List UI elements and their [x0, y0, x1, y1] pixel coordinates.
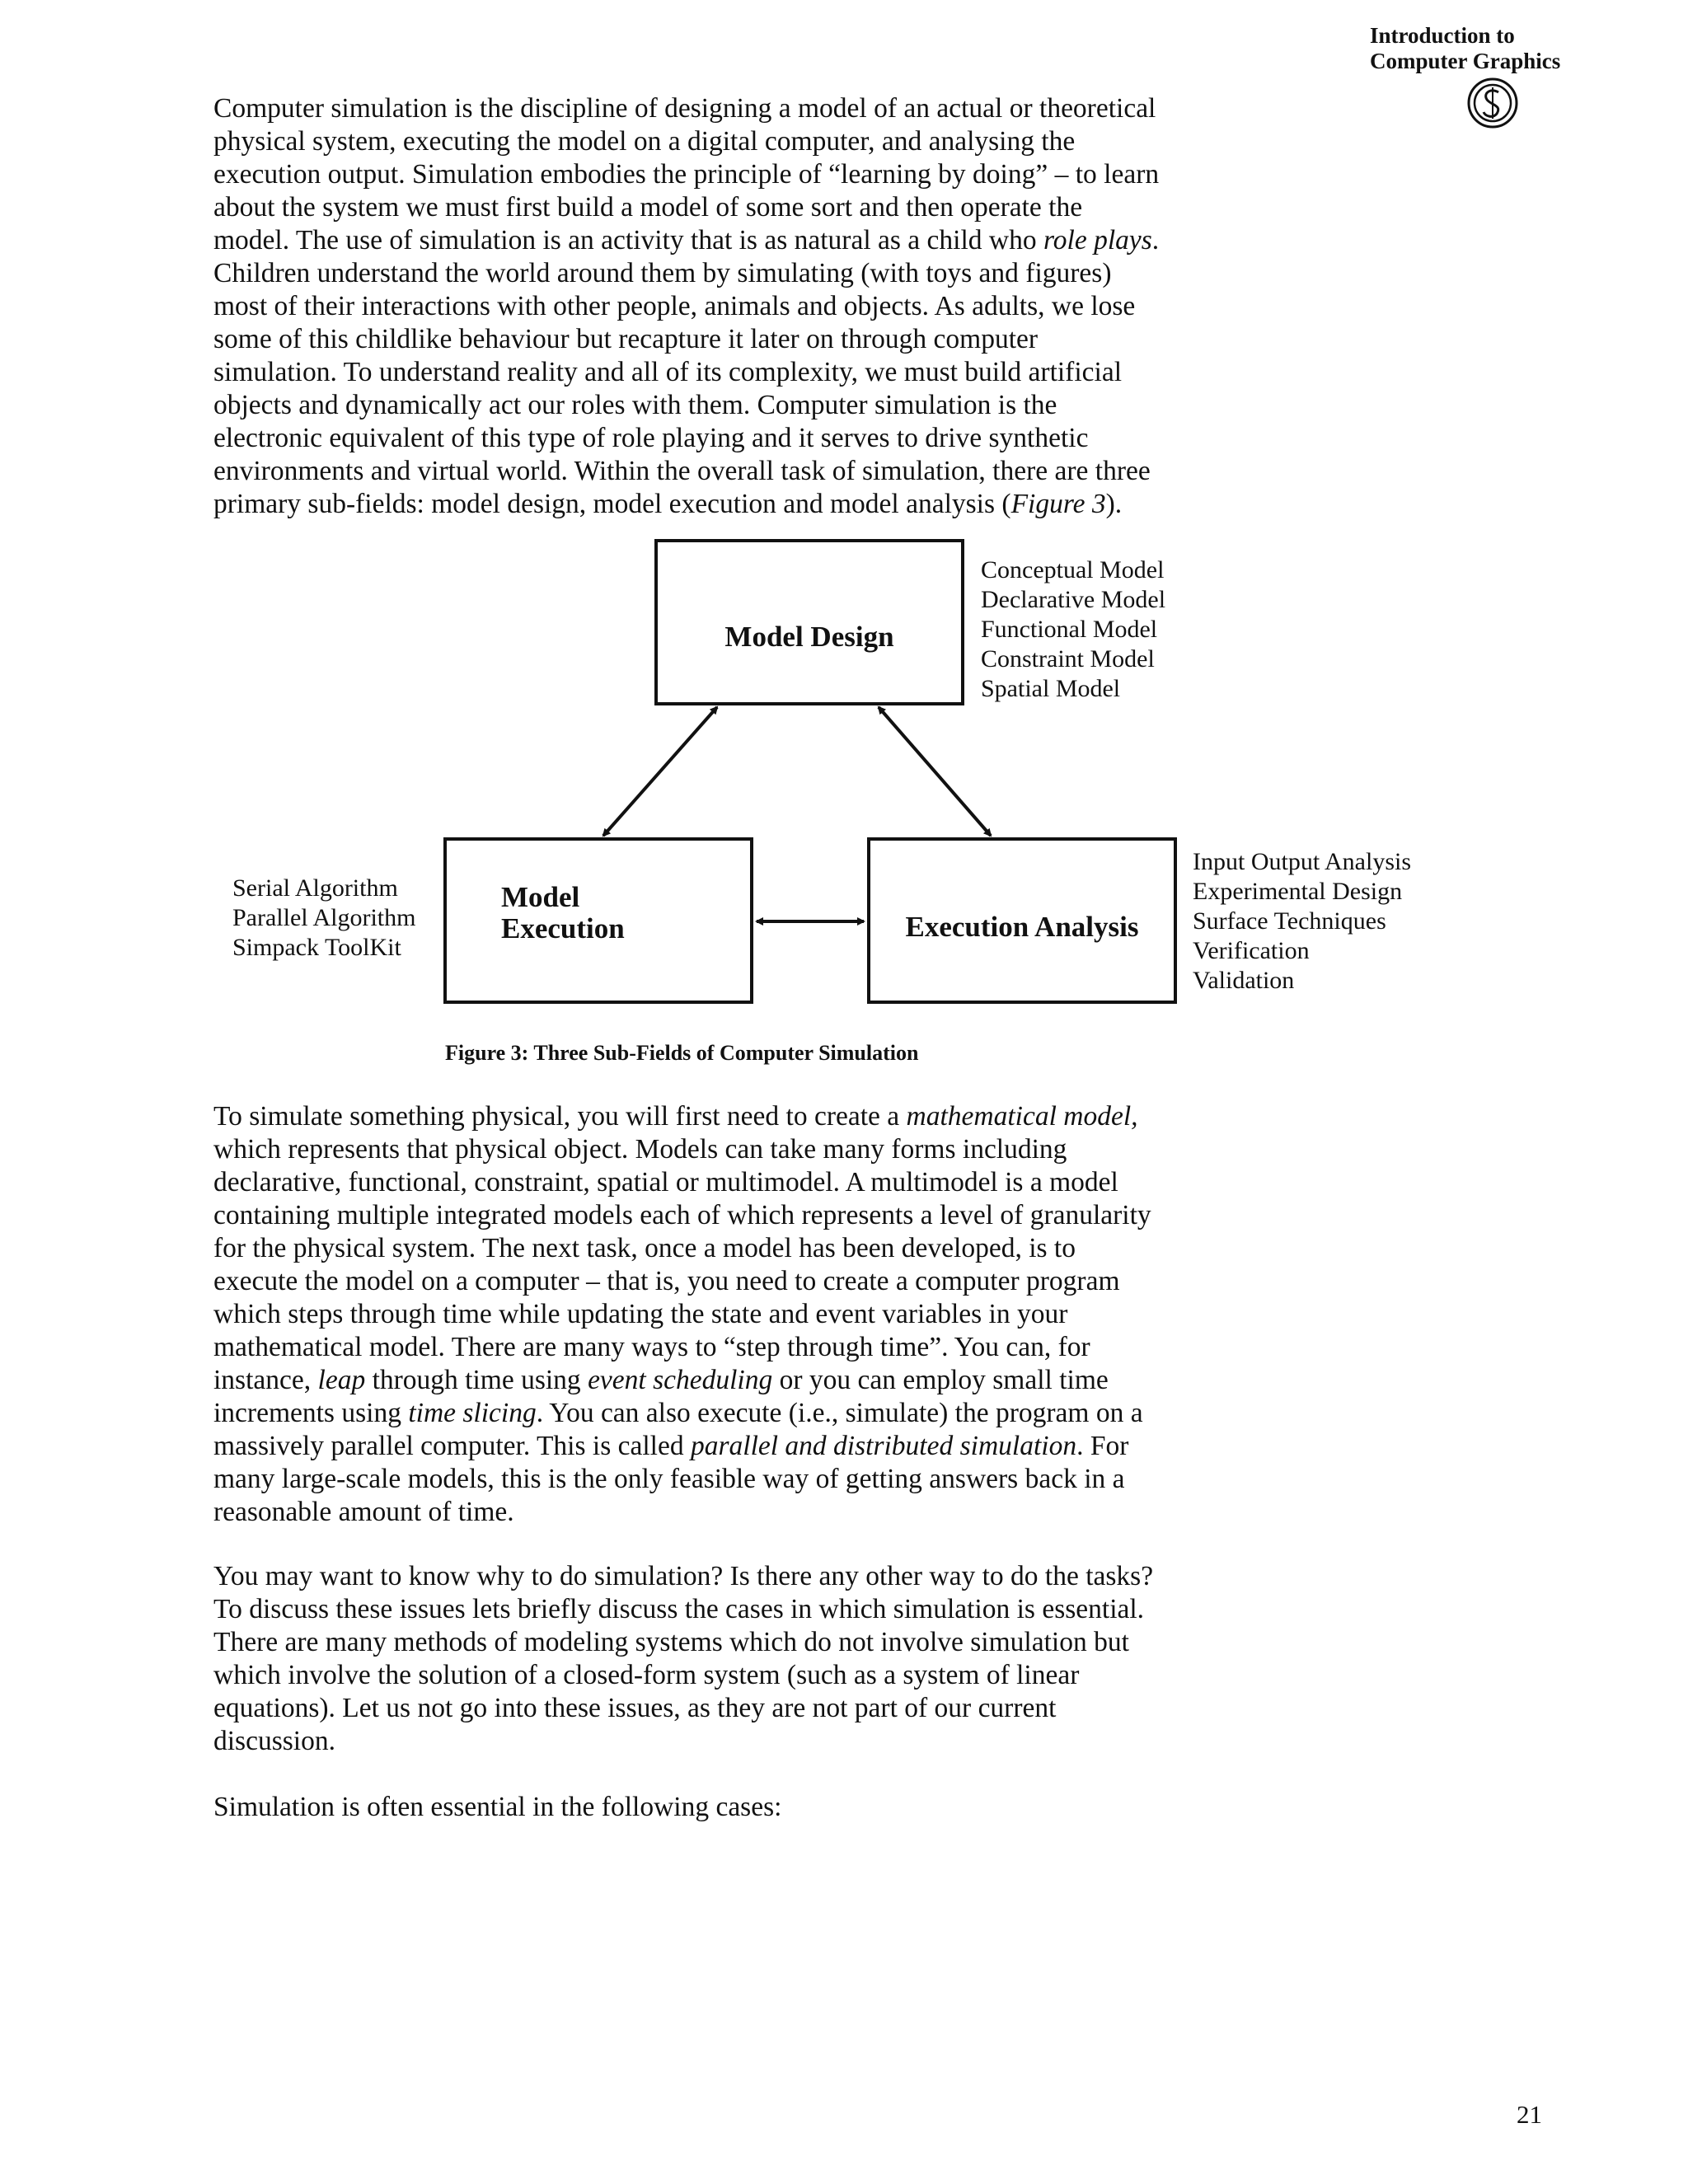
text-line: simulation. To understand reality and all of its complexity, we must build artificial	[213, 357, 1122, 387]
execution-analysis-box	[867, 837, 1177, 1004]
text-line: discussion.	[213, 1726, 335, 1756]
paragraph-why-simulation	[213, 1560, 1227, 1758]
text-run: through time using	[365, 1365, 588, 1395]
text-line: There are many methods of modeling systems which do not involve simulation but	[213, 1627, 1129, 1657]
list-item: Input Output Analysis	[1193, 848, 1412, 875]
text-line: execution output. Simulation embodies the principle of “learning by doing” – to learn	[213, 159, 1160, 190]
header-line-1: Introduction to	[1370, 23, 1515, 48]
list-item: Conceptual Model	[981, 556, 1165, 583]
text-line: mathematical model. There are many ways to “step through time”. You can, for	[213, 1332, 1090, 1362]
text-run: . You can also execute (i.e., simulate) the program on a	[536, 1398, 1143, 1428]
text-run: massively parallel computer. This is called	[213, 1431, 691, 1461]
text-line: about the system we must first build a model of some sort and then operate the	[213, 192, 1083, 223]
italic-text: event scheduling	[588, 1365, 773, 1395]
text-line: electronic equivalent of this type of role playing and it serves to drive synthetic	[213, 423, 1089, 453]
text-line	[213, 488, 1227, 521]
list-item: Serial Algorithm	[232, 874, 398, 902]
model-design-items	[981, 555, 1165, 704]
text-line: containing multiple integrated models each of which represents a level of granularity	[213, 1200, 1151, 1230]
model-execution-items	[232, 874, 415, 963]
text-line: environments and virtual world. Within the overall task of simulation, there are three	[213, 456, 1151, 486]
text-line	[213, 1430, 1227, 1463]
running-header	[1370, 23, 1650, 74]
text-line	[213, 1364, 1227, 1397]
text-line: You may want to know why to do simulation? Is there any other way to do the tasks?	[213, 1561, 1154, 1591]
text-run: or you can employ small time	[772, 1365, 1109, 1395]
text-line: some of this childlike behaviour but recapture it later on through computer	[213, 324, 1039, 354]
italic-text: Figure 3	[1010, 489, 1106, 519]
text-line: reasonable amount of time.	[213, 1497, 514, 1527]
list-item: Validation	[1193, 967, 1295, 994]
page-number: 21	[1517, 2100, 1542, 2129]
italic-text: time slicing	[408, 1398, 537, 1428]
text-run: primary sub-fields: model design, model execution and model analysis (	[213, 489, 1011, 519]
text-line: many large-scale models, this is the only feasible way of getting answers back in a	[213, 1464, 1125, 1494]
model-design-label: Model Design	[724, 621, 894, 653]
italic-text: parallel and distributed simulation	[690, 1431, 1077, 1461]
text-line: Simulation is often essential in the following cases:	[213, 1792, 782, 1822]
list-item: Surface Techniques	[1193, 907, 1386, 935]
text-line	[213, 224, 1227, 257]
figure-caption: Figure 3: Three Sub-Fields of Computer Simulation	[445, 1041, 919, 1065]
model-execution-label	[501, 882, 699, 944]
paragraph-essential-cases	[213, 1791, 1227, 1824]
paragraph-mathematical-model	[213, 1100, 1227, 1529]
list-item: Constraint Model	[981, 645, 1155, 673]
label-line: Model	[501, 881, 580, 913]
text-line	[213, 1100, 1227, 1133]
list-item: Experimental Design	[1193, 878, 1403, 905]
execution-analysis-label: Execution Analysis	[905, 911, 1139, 943]
text-run: .	[1151, 225, 1160, 255]
text-line: which steps through time while updating the state and event variables in your	[213, 1299, 1068, 1329]
text-line: for the physical system. The next task, once a model has been developed, is to	[213, 1233, 1076, 1263]
header-line-2: Computer Graphics	[1370, 49, 1561, 73]
text-line	[213, 1397, 1227, 1430]
arrow-design-execution	[603, 707, 717, 836]
text-line: physical system, executing the model on a digital computer, and analysing the	[213, 126, 1076, 157]
italic-text: mathematical model,	[906, 1101, 1138, 1132]
italic-text: role plays	[1043, 225, 1152, 255]
simulation-diagram	[206, 536, 1442, 1080]
text-line: objects and dynamically act our roles with them. Computer simulation is the	[213, 390, 1057, 420]
list-item: Simpack ToolKit	[232, 934, 401, 961]
model-execution-box	[443, 837, 753, 1004]
list-item: Verification	[1193, 937, 1310, 964]
text-run: increments using	[213, 1398, 409, 1428]
text-line: which represents that physical object. Models can take many forms including	[213, 1134, 1067, 1165]
text-run: ).	[1105, 489, 1123, 519]
university-logo-icon	[1465, 76, 1520, 130]
list-item: Declarative Model	[981, 586, 1166, 613]
text-run: To simulate something physical, you will first need to create a	[213, 1101, 907, 1132]
text-line: Children understand the world around them by simulating (with toys and figures)	[213, 258, 1112, 288]
text-line: declarative, functional, constraint, spatial or multimodel. A multimodel is a model	[213, 1167, 1118, 1197]
text-line: To discuss these issues lets briefly discuss the cases in which simulation is essential.	[213, 1594, 1145, 1624]
paragraph-intro	[213, 92, 1227, 521]
list-item: Spatial Model	[981, 675, 1121, 702]
list-item: Functional Model	[981, 616, 1158, 643]
model-design-box	[654, 539, 964, 705]
italic-text: leap	[317, 1365, 366, 1395]
text-line: execute the model on a computer – that is, you need to create a computer program	[213, 1266, 1120, 1296]
text-line: Computer simulation is the discipline of designing a model of an actual or theoretical	[213, 93, 1156, 124]
execution-analysis-items	[1193, 847, 1411, 996]
text-line: equations). Let us not go into these issues, as they are not part of our current	[213, 1693, 1057, 1723]
label-line: Execution	[501, 912, 625, 944]
text-run: instance,	[213, 1365, 318, 1395]
text-line: most of their interactions with other people, animals and objects. As adults, we lose	[213, 291, 1136, 321]
text-run: . For	[1076, 1431, 1129, 1461]
text-line: which involve the solution of a closed-form system (such as a system of linear	[213, 1660, 1080, 1690]
list-item: Parallel Algorithm	[232, 904, 416, 931]
arrow-design-analysis	[879, 707, 991, 836]
text-run: model. The use of simulation is an activity that is as natural as a child who	[213, 225, 1043, 255]
